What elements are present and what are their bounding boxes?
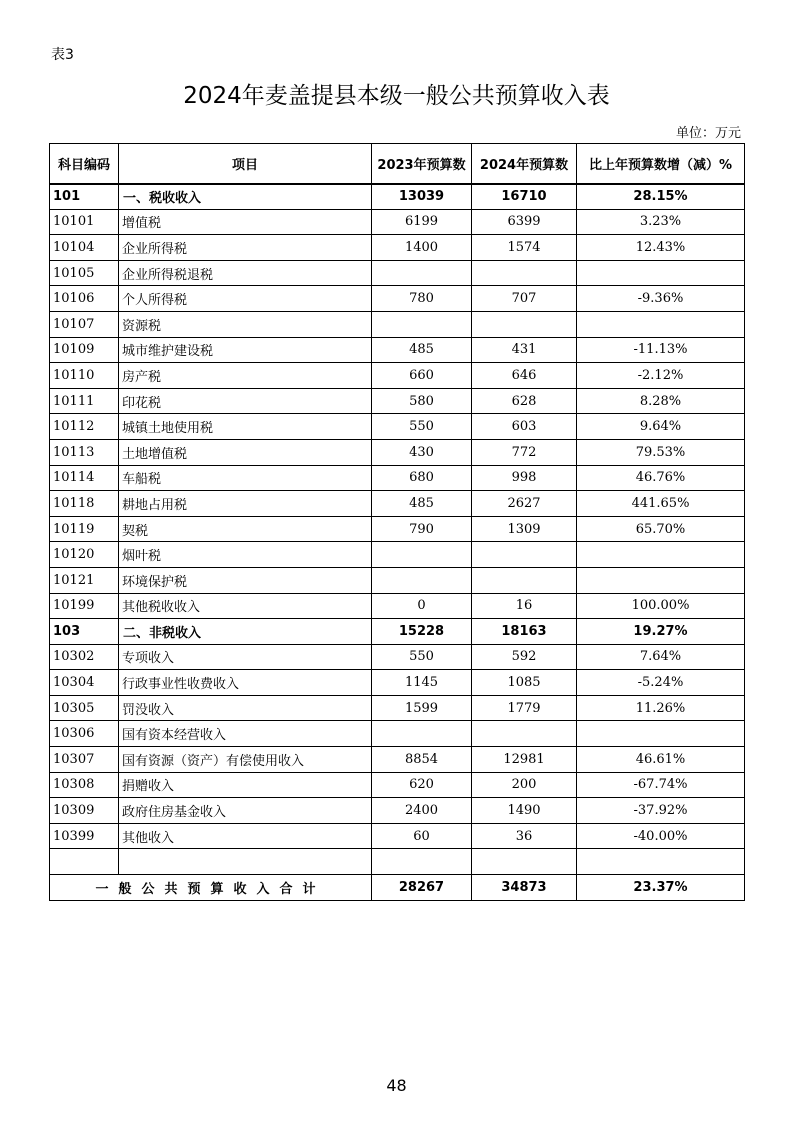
budget-2024-cell — [472, 542, 577, 568]
budget-2023-cell: 660 — [372, 363, 472, 389]
budget-2023-cell: 790 — [372, 516, 472, 542]
change-percent-cell: 3.23% — [577, 209, 745, 235]
code-cell: 101 — [50, 184, 119, 210]
budget-2023-cell: 1400 — [372, 235, 472, 261]
header-item: 项目 — [119, 144, 372, 184]
table-row — [50, 363, 745, 389]
budget-2023-cell — [372, 260, 472, 286]
item-name-cell: 烟叶税 — [119, 542, 372, 568]
total-row — [50, 875, 745, 901]
change-percent-cell: -9.36% — [577, 286, 745, 312]
total-2023: 28267 — [372, 875, 472, 901]
item-name-cell: 一、税收收入 — [119, 184, 372, 210]
budget-2023-cell: 580 — [372, 388, 472, 414]
code-cell: 10302 — [50, 644, 119, 670]
change-percent-cell — [577, 542, 745, 568]
table-row — [50, 721, 745, 747]
item-name-cell: 二、非税收入 — [119, 619, 372, 645]
category-row — [50, 184, 745, 210]
change-percent-cell: 46.76% — [577, 465, 745, 491]
header-change-percent: 比上年预算数增（减）% — [577, 144, 745, 184]
unit-label: 单位：万元 — [675, 126, 741, 141]
item-name-cell: 其他收入 — [119, 823, 372, 849]
change-percent-cell: 7.64% — [577, 644, 745, 670]
budget-2023-cell: 550 — [372, 414, 472, 440]
code-cell: 10199 — [50, 593, 119, 619]
table-row — [50, 311, 745, 337]
table-row — [50, 798, 745, 824]
header-2024-budget: 2024年预算数 — [472, 144, 577, 184]
table-row — [50, 772, 745, 798]
table-row — [50, 235, 745, 261]
code-cell: 10399 — [50, 823, 119, 849]
budget-2024-cell — [472, 260, 577, 286]
code-cell: 10308 — [50, 772, 119, 798]
budget-2024-cell: 6399 — [472, 209, 577, 235]
table-row — [50, 670, 745, 696]
code-cell: 10307 — [50, 747, 119, 773]
table-row — [50, 567, 745, 593]
budget-2023-cell: 485 — [372, 491, 472, 517]
table-row — [50, 542, 745, 568]
total-2024: 34873 — [472, 875, 577, 901]
change-percent-cell: -37.92% — [577, 798, 745, 824]
table-row — [50, 516, 745, 542]
change-percent-cell — [577, 849, 745, 875]
budget-2023-cell: 60 — [372, 823, 472, 849]
change-percent-cell — [577, 567, 745, 593]
budget-2023-cell: 550 — [372, 644, 472, 670]
budget-2024-cell: 646 — [472, 363, 577, 389]
budget-2023-cell — [372, 567, 472, 593]
item-name-cell: 城镇土地使用税 — [119, 414, 372, 440]
item-name-cell: 房产税 — [119, 363, 372, 389]
change-percent-cell: -11.13% — [577, 337, 745, 363]
budget-2023-cell — [372, 849, 472, 875]
item-name-cell: 企业所得税退税 — [119, 260, 372, 286]
page-title: 2024年麦盖提县本级一般公共预算收入表 — [183, 83, 610, 109]
item-name-cell: 国有资本经营收入 — [119, 721, 372, 747]
item-name-cell: 国有资源（资产）有偿使用收入 — [119, 747, 372, 773]
code-cell: 10101 — [50, 209, 119, 235]
budget-2023-cell: 1145 — [372, 670, 472, 696]
code-cell: 10109 — [50, 337, 119, 363]
item-name-cell: 城市维护建设税 — [119, 337, 372, 363]
budget-2023-cell: 780 — [372, 286, 472, 312]
item-name-cell: 罚没收入 — [119, 695, 372, 721]
change-percent-cell: -67.74% — [577, 772, 745, 798]
table-row — [50, 593, 745, 619]
budget-2023-cell — [372, 311, 472, 337]
total-label: 一般公共预算收入合计 — [50, 875, 372, 901]
table-row — [50, 491, 745, 517]
change-percent-cell: 9.64% — [577, 414, 745, 440]
code-cell: 10309 — [50, 798, 119, 824]
change-percent-cell: -5.24% — [577, 670, 745, 696]
change-percent-cell: 46.61% — [577, 747, 745, 773]
change-percent-cell: 8.28% — [577, 388, 745, 414]
item-name-cell: 专项收入 — [119, 644, 372, 670]
budget-2024-cell: 592 — [472, 644, 577, 670]
table-row — [50, 388, 745, 414]
budget-2024-cell: 1085 — [472, 670, 577, 696]
table-row — [50, 465, 745, 491]
change-percent-cell: 100.00% — [577, 593, 745, 619]
item-name-cell: 政府住房基金收入 — [119, 798, 372, 824]
code-cell: 10305 — [50, 695, 119, 721]
item-name-cell: 行政事业性收费收入 — [119, 670, 372, 696]
change-percent-cell — [577, 311, 745, 337]
budget-2023-cell: 430 — [372, 439, 472, 465]
item-name-cell: 捐赠收入 — [119, 772, 372, 798]
item-name-cell — [119, 849, 372, 875]
header-row — [50, 144, 745, 184]
code-cell: 10110 — [50, 363, 119, 389]
table-row — [50, 849, 745, 875]
change-percent-cell: 19.27% — [577, 619, 745, 645]
code-cell: 10105 — [50, 260, 119, 286]
item-name-cell: 耕地占用税 — [119, 491, 372, 517]
code-cell: 10304 — [50, 670, 119, 696]
item-name-cell: 环境保护税 — [119, 567, 372, 593]
budget-2024-cell: 1574 — [472, 235, 577, 261]
budget-2024-cell — [472, 567, 577, 593]
budget-2024-cell: 998 — [472, 465, 577, 491]
table-row — [50, 260, 745, 286]
item-name-cell: 资源税 — [119, 311, 372, 337]
table-row — [50, 695, 745, 721]
table-row — [50, 747, 745, 773]
table-row — [50, 439, 745, 465]
budget-2024-cell: 707 — [472, 286, 577, 312]
change-percent-cell — [577, 260, 745, 286]
code-cell — [50, 849, 119, 875]
code-cell: 10118 — [50, 491, 119, 517]
table-row — [50, 286, 745, 312]
code-cell: 10106 — [50, 286, 119, 312]
budget-2024-cell: 2627 — [472, 491, 577, 517]
table-row — [50, 414, 745, 440]
code-cell: 10306 — [50, 721, 119, 747]
change-percent-cell: 65.70% — [577, 516, 745, 542]
code-cell: 10121 — [50, 567, 119, 593]
change-percent-cell: 11.26% — [577, 695, 745, 721]
category-row — [50, 619, 745, 645]
budget-2023-cell: 13039 — [372, 184, 472, 210]
table-number: 表3 — [51, 47, 74, 63]
total-change: 23.37% — [577, 875, 745, 901]
change-percent-cell — [577, 721, 745, 747]
code-cell: 10120 — [50, 542, 119, 568]
budget-2024-cell: 772 — [472, 439, 577, 465]
code-cell: 10114 — [50, 465, 119, 491]
budget-2024-cell — [472, 311, 577, 337]
budget-2024-cell: 16710 — [472, 184, 577, 210]
budget-2024-cell: 1309 — [472, 516, 577, 542]
change-percent-cell: 28.15% — [577, 184, 745, 210]
budget-2023-cell: 620 — [372, 772, 472, 798]
budget-2024-cell: 628 — [472, 388, 577, 414]
table-body — [50, 184, 745, 875]
page-number: 48 — [386, 1076, 407, 1095]
code-cell: 10107 — [50, 311, 119, 337]
budget-2024-cell: 431 — [472, 337, 577, 363]
budget-2024-cell: 12981 — [472, 747, 577, 773]
change-percent-cell: -40.00% — [577, 823, 745, 849]
budget-2024-cell — [472, 721, 577, 747]
item-name-cell: 车船税 — [119, 465, 372, 491]
budget-2024-cell: 1779 — [472, 695, 577, 721]
budget-2023-cell: 1599 — [372, 695, 472, 721]
table-row — [50, 209, 745, 235]
header-code: 科目编码 — [50, 144, 119, 184]
budget-2024-cell: 16 — [472, 593, 577, 619]
budget-2024-cell: 200 — [472, 772, 577, 798]
code-cell: 10119 — [50, 516, 119, 542]
budget-2023-cell: 485 — [372, 337, 472, 363]
budget-2024-cell: 603 — [472, 414, 577, 440]
budget-2024-cell: 36 — [472, 823, 577, 849]
budget-2023-cell: 6199 — [372, 209, 472, 235]
budget-2023-cell: 8854 — [372, 747, 472, 773]
code-cell: 10113 — [50, 439, 119, 465]
table-row — [50, 337, 745, 363]
change-percent-cell: -2.12% — [577, 363, 745, 389]
item-name-cell: 契税 — [119, 516, 372, 542]
item-name-cell: 个人所得税 — [119, 286, 372, 312]
code-cell: 10111 — [50, 388, 119, 414]
code-cell: 103 — [50, 619, 119, 645]
budget-2023-cell: 0 — [372, 593, 472, 619]
change-percent-cell: 12.43% — [577, 235, 745, 261]
budget-2023-cell: 2400 — [372, 798, 472, 824]
header-2023-budget: 2023年预算数 — [372, 144, 472, 184]
item-name-cell: 增值税 — [119, 209, 372, 235]
item-name-cell: 印花税 — [119, 388, 372, 414]
budget-2024-cell — [472, 849, 577, 875]
item-name-cell: 企业所得税 — [119, 235, 372, 261]
budget-2023-cell: 680 — [372, 465, 472, 491]
budget-2023-cell — [372, 721, 472, 747]
change-percent-cell: 79.53% — [577, 439, 745, 465]
change-percent-cell: 441.65% — [577, 491, 745, 517]
budget-2023-cell — [372, 542, 472, 568]
budget-2024-cell: 18163 — [472, 619, 577, 645]
item-name-cell: 土地增值税 — [119, 439, 372, 465]
budget-2024-cell: 1490 — [472, 798, 577, 824]
budget-2023-cell: 15228 — [372, 619, 472, 645]
table-row — [50, 823, 745, 849]
table-row — [50, 644, 745, 670]
code-cell: 10112 — [50, 414, 119, 440]
budget-table — [49, 143, 745, 901]
code-cell: 10104 — [50, 235, 119, 261]
item-name-cell: 其他税收收入 — [119, 593, 372, 619]
